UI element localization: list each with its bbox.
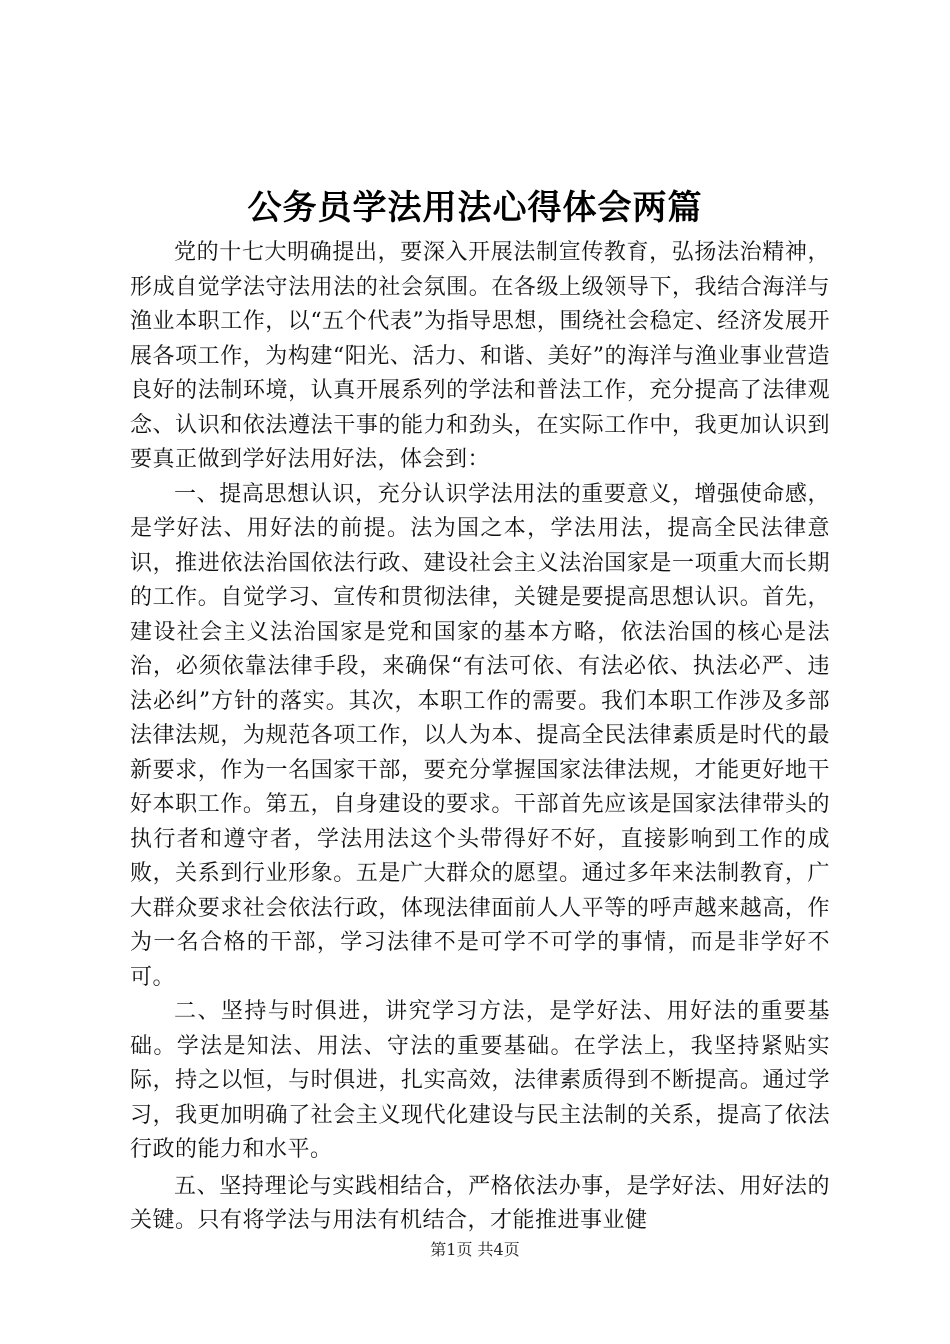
paragraph-section-five: 五、坚持理论与实践相结合，严格依法办事，是学好法、用好法的关键。只有将学法与用法有机结合，才能推进事业健 — [130, 1173, 830, 1233]
page-number-footer: 第1页 共4页 — [430, 1240, 520, 1259]
paragraph-section-two: 二、坚持与时俱进，讲究学习方法，是学好法、用好法的重要基础。学法是知法、用法、守法的重要基础。在学法上，我坚持紧贴实际，持之以恒，与时俱进，扎实高效，法律素质得到不断提高。通过学习，我更加明确了社会主义现代化建设与民主法制的关系，提高了依法行政的能力和水平。 — [130, 999, 830, 1162]
paragraph-section-one: 一、提高思想认识，充分认识学法用法的重要意义，增强使命感，是学好法、用好法的前提。法为国之本，学法用法，提高全民法律意识，推进依法治国依法行政、建设社会主义法治国家是一项重大而长期的工作。自觉学习、宣传和贯彻法律，关键是要提高思想认识。首先，建设社会主义法治国家是党和国家的基本方略，依法治国的核心是法治，必须依靠法律手段，来确保“有法可依、有法必依、执法必严、违法必纠”方针的落实。其次，本职工作的需要。我们本职工作涉及多部法律法规，为规范各项工作，以人为本、提高全民法律素质是时代的最新要求，作为一名国家干部，要充分掌握国家法律法规，才能更好地干好本职工作。第五，自身建设的要求。干部首先应该是国家法律带头的执行者和遵守者，学法用法这个头带得好不好，直接影响到工作的成败，关系到行业形象。五是广大群众的愿望。通过多年来法制教育，广大群众要求社会依法行政，体现法律面前人人平等的呼声越来越高，作为一名合格的干部，学习法律不是可学不可学的事情，而是非学好不可。 — [130, 481, 830, 990]
paragraph-intro: 党的十七大明确提出，要深入开展法制宣传教育，弘扬法治精神，形成自觉学法守法用法的社会氛围。在各级上级领导下，我结合海洋与渔业本职工作，以“五个代表”为指导思想，围绕社会稳定、经济发展开展各项工作，为构建“阳光、活力、和谐、美好”的海洋与渔业事业营造良好的法制环境，认真开展系列的学法和普法工作，充分提高了法律观念、认识和依法遵法干事的能力和劲头，在实际工作中，我更加认识到要真正做到学好法用好法，体会到： — [130, 240, 830, 472]
document-body — [130, 236, 830, 1239]
document-title: 公务员学法用法心得体会两篇 — [247, 188, 703, 228]
